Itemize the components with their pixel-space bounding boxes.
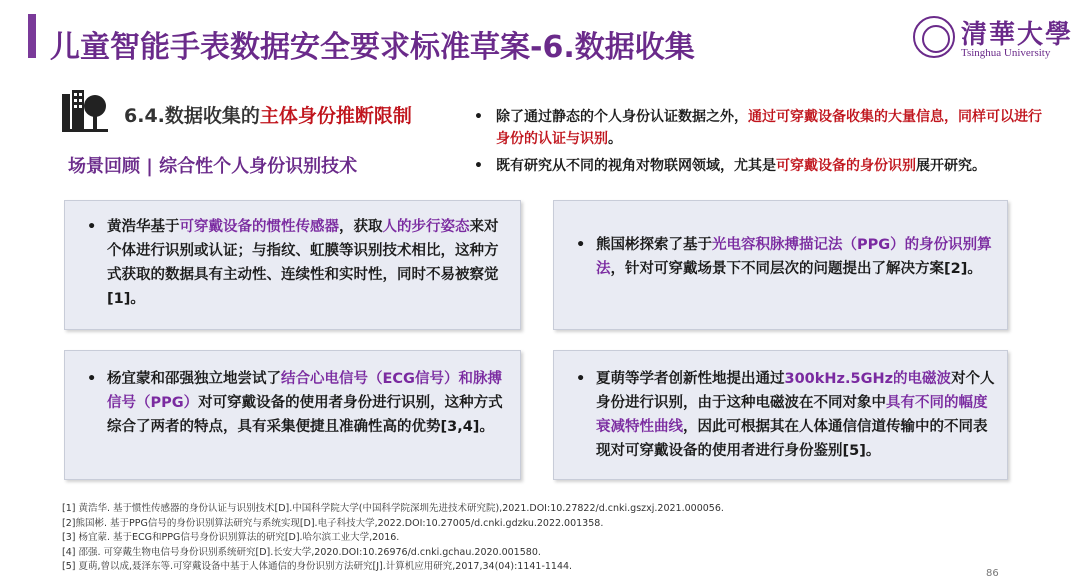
reference-item: [2]熊国彬. 基于PPG信号的身份识别算法研究与系统实现[D].电子科技大学,2022.DOI:10.27005/d.cnki.gdzku.2022.001358. <box>62 517 604 529</box>
reference-item: [3] 杨宜蒙. 基于ECG和PPG信号身份识别算法的研究[D].哈尔滨工业大学,2016. <box>62 532 400 543</box>
tsinghua-seal-icon <box>913 16 955 58</box>
intro-list <box>470 106 1050 182</box>
city-building-icon <box>62 90 108 132</box>
logo-chinese-text: 清華大學 <box>961 20 1074 50</box>
card-text: • 杨宜蒙和邵强独立地尝试了结合心电信号（ECG信号）和脉搏信号（PPG）对可穿戴设备的使用者身份进行识别，这种方式综合了两者的特点，具有采集便捷且准确性高的优势[3,4]。 <box>79 367 508 439</box>
references-list <box>62 502 724 575</box>
reference-item: [5] 夏萌,曾以成,聂泽东等.可穿戴设备中基于人体通信的身份识别方法研究[J].计算机应用研究,2017,34(04):1141-1144. <box>62 561 573 572</box>
intro-item: • 除了通过静态的个人身份认证数据之外，通过可穿戴设备收集的大量信息，同样可以进行身份的认证与识别。 <box>470 106 1050 150</box>
card-text: • 夏萌等学者创新性地提出通过300kHz.5GHz的电磁波对个人身份进行识别，由于这种电磁波在不同对象中具有不同的幅度衰减特性曲线，因此可根据其在人体通信信道传输中的不同表现对可穿戴设备的使用者进行身份鉴别[5]。 <box>568 367 995 463</box>
tsinghua-logo <box>913 16 1074 66</box>
page-title: 儿童智能手表数据安全要求标准草案-6.数据收集 <box>50 30 695 65</box>
intro-item: • 既有研究从不同的视角对物联网领域，尤其是可穿戴设备的身份识别展开研究。 <box>470 155 1050 177</box>
section-title: 6.4.数据收集的主体身份推断限制 <box>124 105 412 127</box>
research-card-ecg-ppg <box>64 350 521 480</box>
card-text: • 黄浩华基于可穿戴设备的惯性传感器，获取人的步行姿态来对个体进行识别或认证；与指纹、虹膜等识别技术相比，这种方式获取的数据具有主动性、连续性和实时性，同时不易被察觉[1]。 <box>79 215 508 311</box>
section-title-highlight: 主体身份推断限制 <box>259 105 412 127</box>
subsection-title: 场景回顾 | 综合性个人身份识别技术 <box>68 156 358 177</box>
reference-item: [1] 黄浩华. 基于惯性传感器的身份认证与识别技术[D].中国科学院大学(中国科学院深圳先进技术研究院),2021.DOI:10.27822/d.cnki.gszxj.2021.000056. <box>62 503 724 514</box>
logo-english-text: Tsinghua University <box>961 47 1051 59</box>
page-number: 86 <box>986 568 999 578</box>
title-accent-bar <box>28 14 36 58</box>
reference-item: [4] 邵强. 可穿戴生物电信号身份识别系统研究[D].长安大学,2020.DOI:10.26976/d.cnki.gchau.2020.001580. <box>62 546 541 558</box>
research-card-gait <box>64 200 521 330</box>
card-text: • 熊国彬探索了基于光电容积脉搏描记法（PPG）的身份识别算法，针对可穿戴场景下不同层次的问题提出了解决方案[2]。 <box>568 233 995 281</box>
research-card-ppg <box>553 200 1008 330</box>
research-card-electromagnetic <box>553 350 1008 480</box>
